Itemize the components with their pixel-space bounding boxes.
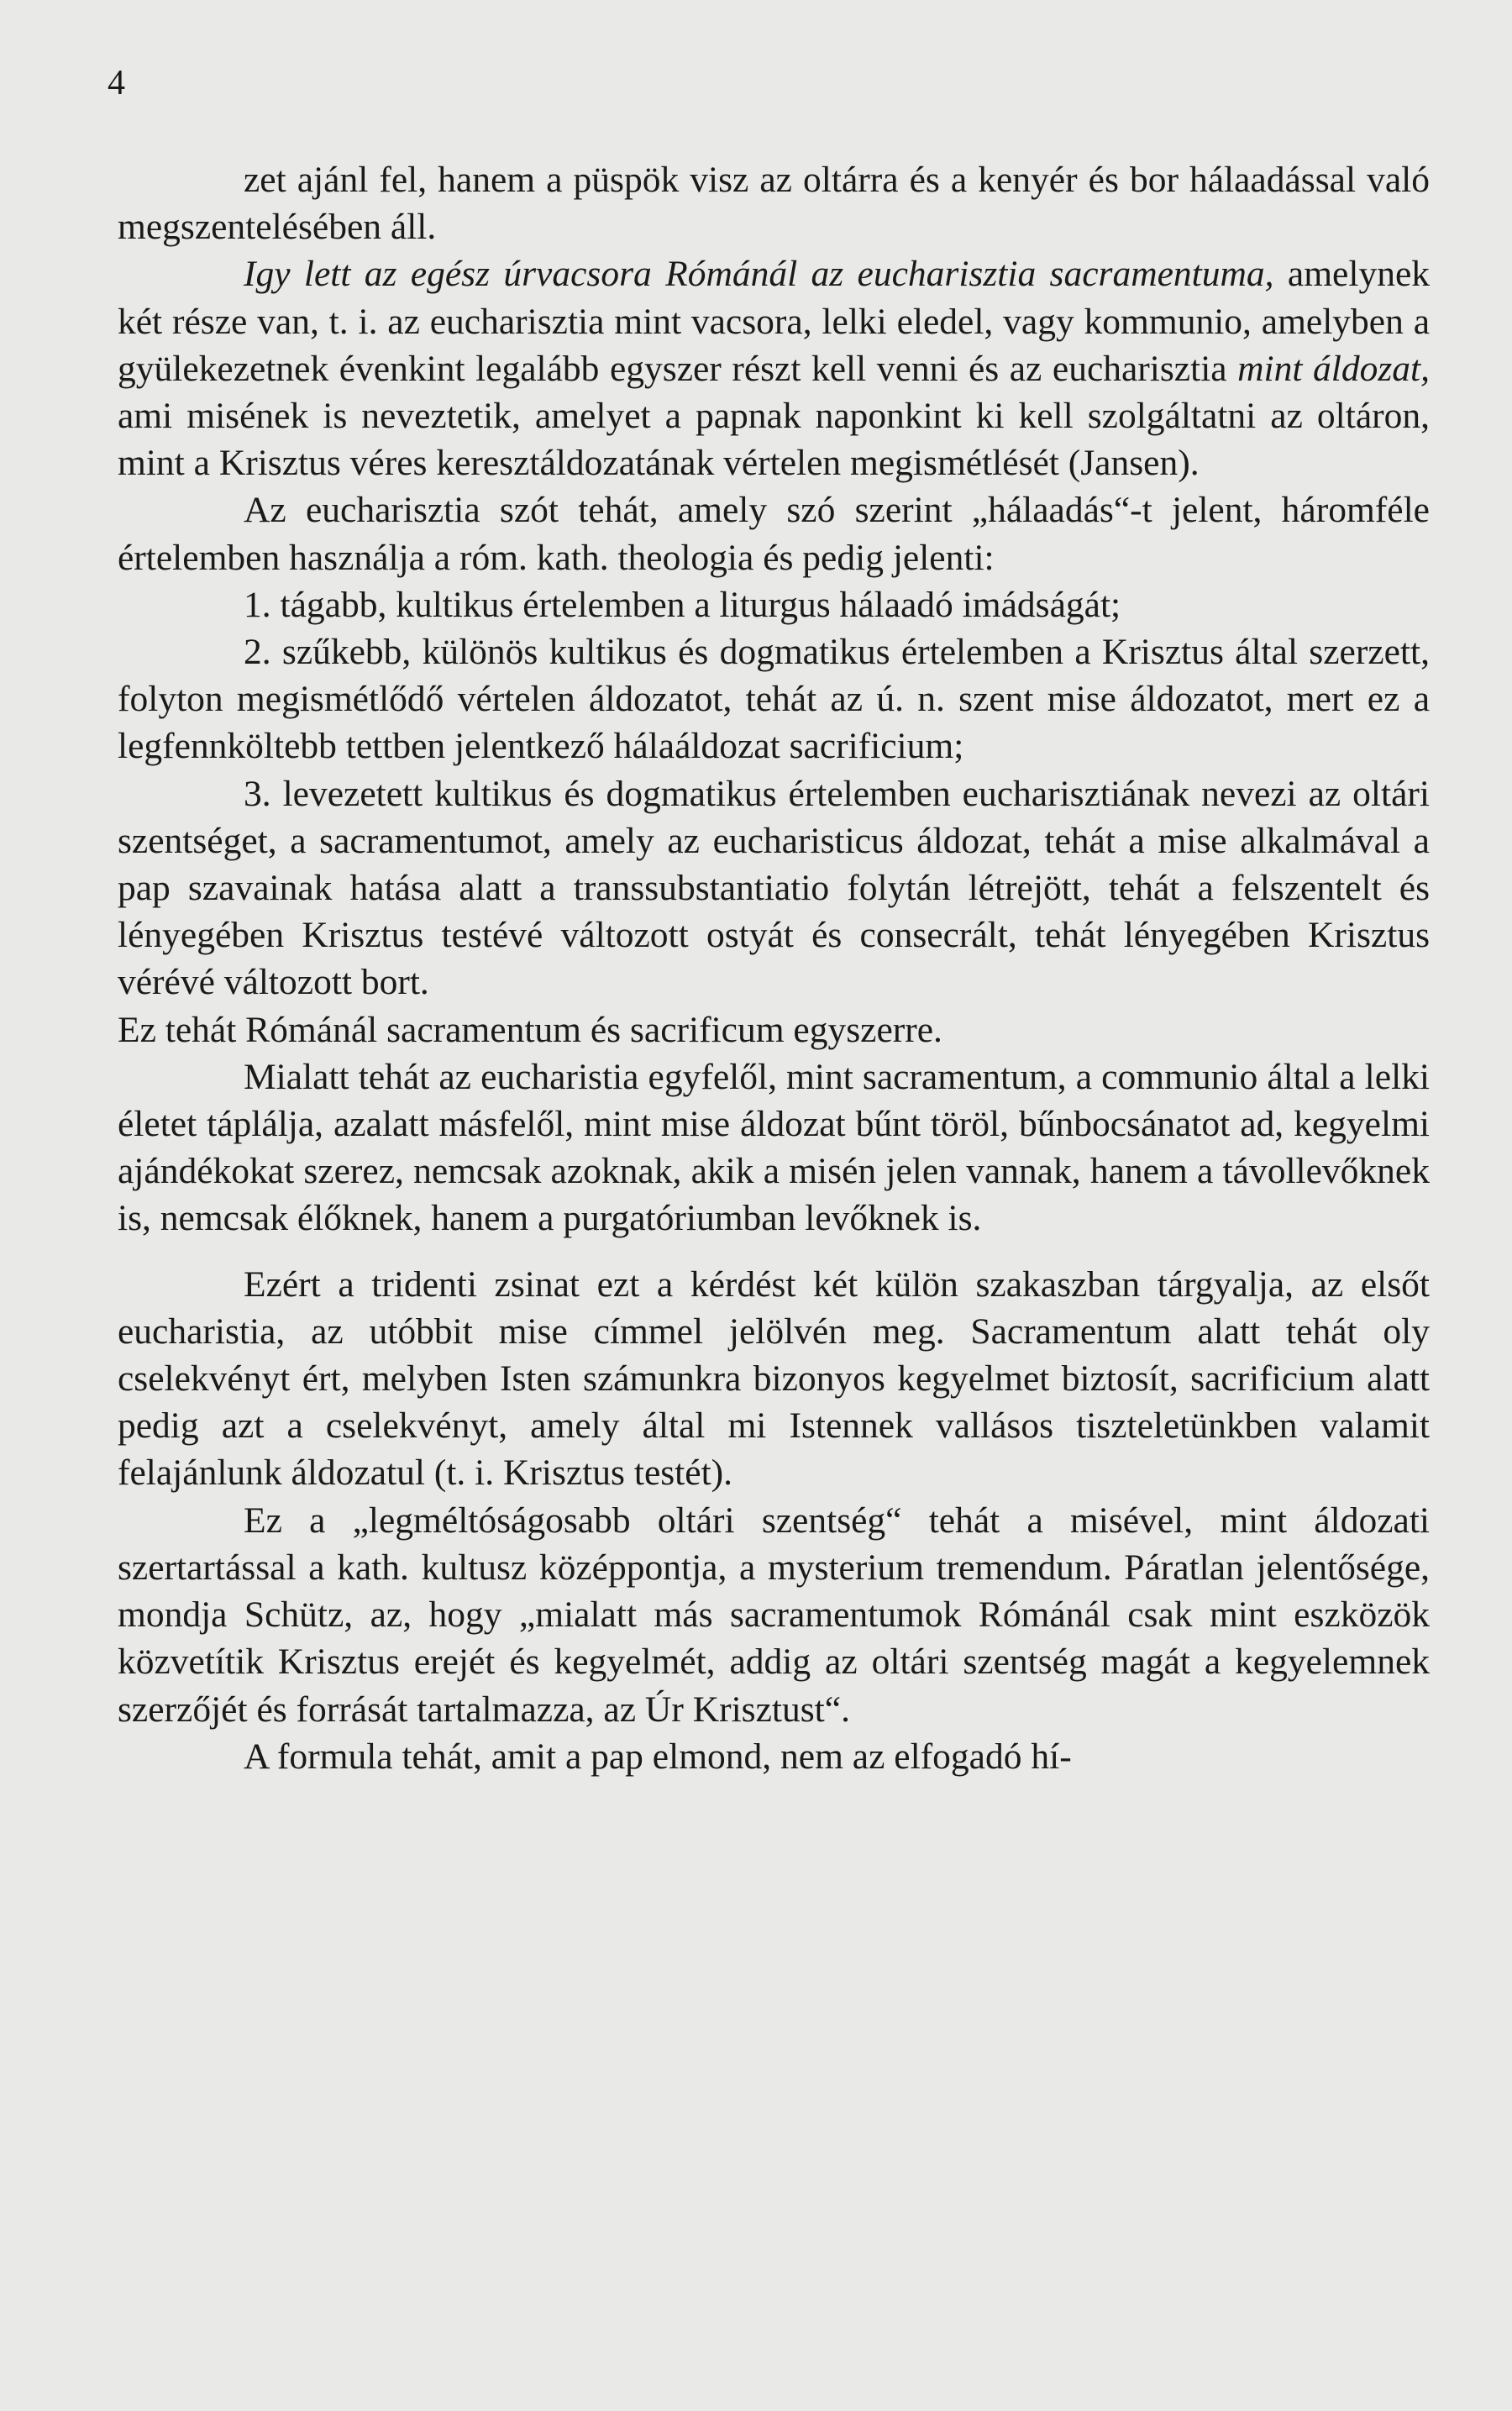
paragraph-p3 [118,486,1430,580]
text-segment: A formula tehát, amit a pap elmond, nem az elfogadó hí- [244,1736,1072,1777]
text-segment: Az eucharisztia szót tehát, amely szó szerint „hálaadás“-t jelent, háromféle értelemben használja a róm. kath. theologia és pedig jelenti: [118,490,1430,578]
page-number: 4 [108,64,125,102]
paragraph-p4 [118,581,1430,628]
text-segment: 1. tágabb, kultikus értelemben a liturgus hálaadó imádságát; [244,584,1121,625]
paragraph-p10 [118,1497,1430,1733]
paragraph-p6 [118,770,1430,1006]
paragraph-p11 [118,1733,1430,1780]
paragraph-p7 [118,1006,1430,1053]
paragraph-p9 [118,1261,1430,1497]
italic-text: mint áldozat, [1237,348,1430,389]
paragraph-p2 [118,250,1430,486]
text-segment: ami misének is neveztetik, amelyet a papnak naponkint ki kell szolgáltatni az oltáron, mint a Krisztus véres keresztáldozatának vértelen megismétlését (Jansen). [118,396,1430,484]
text-segment: Ezért a tridenti zsinat ezt a kérdést két külön szakaszban tárgyalja, az elsőt eucharistia, az utóbbit mise címmel jelölvén meg. Sacramentum alatt tehát oly cselekvényt ért, melyben Isten számunkra bizonyos kegyelmet biztosít, sacrificium alatt pedig azt a cselekvényt, amely által mi Istennek vallásos tiszteletünkben valamit felajánlunk áldozatul (t. i. Krisztus testét). [118,1263,1430,1494]
text-segment: Ez a „legméltóságosabb oltári szentség“ tehát a misével, mint áldozati szertartással a kath. kultusz középpontja, a mysterium tremendum. Páratlan jelentősége, mondja Schütz, az, hogy „mialatt más sacramentumok Rómánál csak mint eszközök közvetítik Krisztus erejét és kegyelmét, addig az oltári szentség magát a kegyelemnek szerzőjét és forrását tartalmazza, az Úr Krisztust“. [118,1500,1430,1730]
text-segment: Mialatt tehát az eucharistia egyfelől, mint sacramentum, a communio által a lelki életet táplálja, azalatt másfelől, mint mise áldozat bűnt töröl, bűnbocsánatot ad, kegyelmi ajándékokat szerez, nemcsak azoknak, akik a misén jelen vannak, hanem a távollevőknek is, nemcsak élőknek, hanem a purgatóriumban levőknek is. [118,1056,1430,1239]
paragraph-p5 [118,628,1430,770]
paragraph-p8 [118,1053,1430,1242]
text-segment: 3. levezetett kultikus és dogmatikus értelemben eucharisztiának nevezi az oltári szentséget, a sacramentumot, amely az eucharisticus áldozat, tehát a mise alkalmával a pap szavainak hatása alatt a transsubstantiatio folytán létrejött, tehát a felszentelt és lényegében Krisztus testévé változott ostyát és consecrált, tehát lényegében Krisztus vérévé változott bort. [118,773,1430,1003]
text-segment: amelynek két része van, t. i. az eucharisztia mint vacsora, lelki eledel, vagy kommunio, amelyben a gyülekezetnek évenkint legalább egyszer részt kell venni és az eucharisztia [118,254,1430,389]
italic-text: Igy lett az egész úrvacsora Rómánál az eucharisztia sacramentuma, [244,254,1274,295]
text-segment: zet ajánl fel, hanem a püspök visz az oltárra és a kenyér és bor hálaadással való megszentelésében áll. [118,160,1430,248]
paragraph-p1 [118,156,1430,250]
text-segment: Ez tehát Rómánál sacramentum és sacrificum egyszerre. [118,1009,942,1050]
body-text [118,156,1430,1780]
text-segment: 2. szűkebb, különös kultikus és dogmatikus értelemben a Krisztus által szerzett, folyton megismétlődő vértelen áldozatot, tehát az ú. n. szent mise áldozatot, mert ez a legfennköltebb tettben jelentkező hálaáldozat sacrificium; [118,632,1430,767]
